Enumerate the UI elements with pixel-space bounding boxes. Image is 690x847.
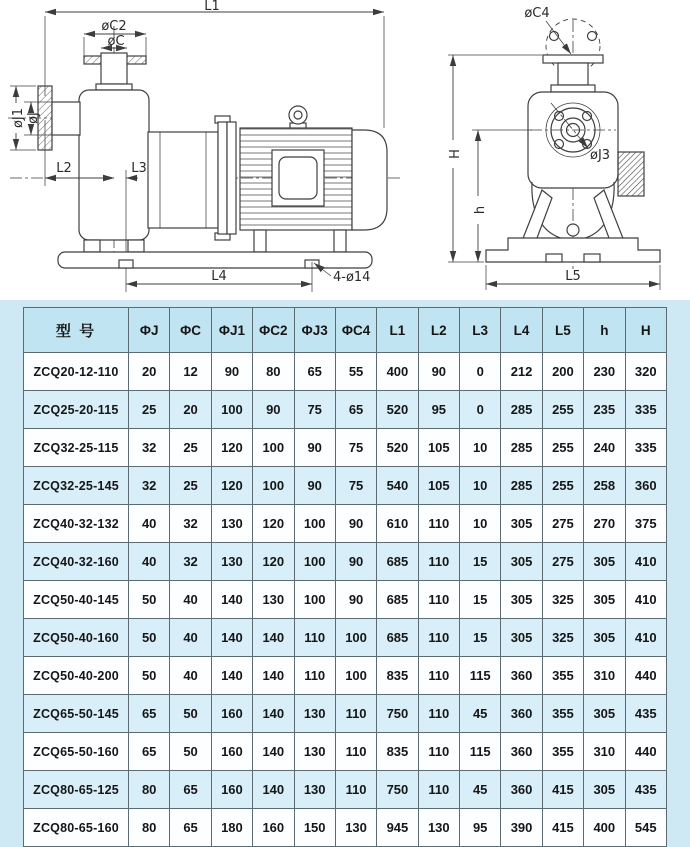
value-cell: 140 (253, 695, 294, 733)
value-cell: 80 (129, 809, 170, 847)
header-cell: L2 (418, 308, 459, 353)
value-cell: 110 (418, 695, 459, 733)
header-cell: H (625, 308, 667, 353)
dim-label-c: øC (107, 34, 125, 49)
value-cell: 100 (335, 619, 376, 657)
value-cell: 360 (501, 771, 542, 809)
value-cell: 45 (460, 771, 501, 809)
value-cell: 375 (625, 505, 667, 543)
table-body (24, 353, 667, 847)
value-cell: 750 (377, 695, 418, 733)
value-cell: 320 (625, 353, 667, 391)
dim-label-l2: L2 (56, 161, 72, 176)
value-cell: 180 (211, 809, 252, 847)
model-cell: ZCQ50-40-200 (24, 657, 129, 695)
dim-label-h-total: H (448, 149, 463, 159)
value-cell: 440 (625, 733, 667, 771)
value-cell: 305 (584, 771, 625, 809)
value-cell: 65 (170, 809, 211, 847)
model-cell: ZCQ20-12-110 (24, 353, 129, 391)
value-cell: 275 (542, 505, 583, 543)
value-cell: 360 (625, 467, 667, 505)
value-cell: 140 (253, 733, 294, 771)
value-cell: 90 (335, 581, 376, 619)
value-cell: 80 (129, 771, 170, 809)
value-cell: 100 (253, 429, 294, 467)
value-cell: 110 (418, 771, 459, 809)
value-cell: 540 (377, 467, 418, 505)
value-cell: 160 (211, 733, 252, 771)
value-cell: 305 (584, 581, 625, 619)
value-cell: 130 (253, 581, 294, 619)
value-cell: 258 (584, 467, 625, 505)
value-cell: 110 (418, 657, 459, 695)
value-cell: 750 (377, 771, 418, 809)
dim-label-c4: øC4 (524, 6, 550, 21)
value-cell: 410 (625, 581, 667, 619)
value-cell: 610 (377, 505, 418, 543)
value-cell: 90 (335, 505, 376, 543)
value-cell: 65 (294, 353, 335, 391)
value-cell: 305 (584, 695, 625, 733)
header-row (24, 308, 667, 353)
value-cell: 440 (625, 657, 667, 695)
value-cell: 200 (542, 353, 583, 391)
value-cell: 355 (542, 695, 583, 733)
value-cell: 945 (377, 809, 418, 847)
value-cell: 115 (460, 657, 501, 695)
model-cell: ZCQ80-65-160 (24, 809, 129, 847)
table-row (24, 429, 667, 467)
value-cell: 255 (542, 391, 583, 429)
value-cell: 130 (211, 505, 252, 543)
value-cell: 75 (335, 429, 376, 467)
value-cell: 40 (170, 619, 211, 657)
value-cell: 50 (129, 657, 170, 695)
value-cell: 25 (170, 467, 211, 505)
value-cell: 110 (335, 733, 376, 771)
value-cell: 160 (211, 695, 252, 733)
value-cell: 105 (418, 429, 459, 467)
value-cell: 360 (501, 733, 542, 771)
value-cell: 100 (253, 467, 294, 505)
header-cell: L3 (460, 308, 501, 353)
table-row (24, 619, 667, 657)
table-header (24, 308, 667, 353)
value-cell: 520 (377, 391, 418, 429)
value-cell: 32 (170, 543, 211, 581)
value-cell: 305 (501, 543, 542, 581)
value-cell: 90 (294, 467, 335, 505)
table-row (24, 353, 667, 391)
value-cell: 25 (170, 429, 211, 467)
value-cell: 120 (253, 505, 294, 543)
value-cell: 75 (335, 467, 376, 505)
value-cell: 55 (335, 353, 376, 391)
value-cell: 25 (129, 391, 170, 429)
value-cell: 105 (418, 467, 459, 505)
value-cell: 435 (625, 771, 667, 809)
dim-label-j3: øJ3 (590, 148, 611, 163)
header-cell-model: 型 号 (24, 308, 129, 353)
value-cell: 140 (211, 619, 252, 657)
header-cell: L1 (377, 308, 418, 353)
value-cell: 415 (542, 771, 583, 809)
value-cell: 305 (501, 581, 542, 619)
value-cell: 50 (170, 733, 211, 771)
header-cell: ΦJ1 (211, 308, 252, 353)
model-cell: ZCQ50-40-160 (24, 619, 129, 657)
value-cell: 15 (460, 581, 501, 619)
dim-label-l1: L1 (204, 0, 220, 14)
value-cell: 335 (625, 429, 667, 467)
value-cell: 240 (584, 429, 625, 467)
model-cell: ZCQ25-20-115 (24, 391, 129, 429)
value-cell: 130 (211, 543, 252, 581)
value-cell: 50 (129, 619, 170, 657)
value-cell: 40 (170, 657, 211, 695)
value-cell: 75 (294, 391, 335, 429)
table-row (24, 467, 667, 505)
value-cell: 355 (542, 657, 583, 695)
value-cell: 50 (170, 695, 211, 733)
value-cell: 90 (253, 391, 294, 429)
model-cell: ZCQ32-25-115 (24, 429, 129, 467)
model-cell: ZCQ50-40-145 (24, 581, 129, 619)
value-cell: 835 (377, 733, 418, 771)
value-cell: 10 (460, 505, 501, 543)
value-cell: 20 (129, 353, 170, 391)
value-cell: 140 (211, 657, 252, 695)
value-cell: 100 (294, 505, 335, 543)
value-cell: 110 (418, 619, 459, 657)
value-cell: 110 (418, 733, 459, 771)
value-cell: 140 (253, 619, 294, 657)
table-row (24, 505, 667, 543)
value-cell: 285 (501, 429, 542, 467)
table-row (24, 771, 667, 809)
model-cell: ZCQ32-25-145 (24, 467, 129, 505)
technical-drawings (0, 0, 690, 300)
value-cell: 685 (377, 543, 418, 581)
value-cell: 310 (584, 657, 625, 695)
value-cell: 360 (501, 695, 542, 733)
value-cell: 305 (584, 619, 625, 657)
header-cell: ΦJ3 (294, 308, 335, 353)
value-cell: 305 (501, 505, 542, 543)
value-cell: 110 (294, 657, 335, 695)
value-cell: 90 (294, 429, 335, 467)
value-cell: 65 (170, 771, 211, 809)
dim-label-l5: L5 (565, 269, 581, 284)
value-cell: 50 (129, 581, 170, 619)
value-cell: 32 (129, 467, 170, 505)
value-cell: 120 (253, 543, 294, 581)
value-cell: 100 (335, 657, 376, 695)
value-cell: 130 (294, 771, 335, 809)
value-cell: 160 (253, 809, 294, 847)
model-cell: ZCQ80-65-125 (24, 771, 129, 809)
table-row (24, 695, 667, 733)
header-cell: h (584, 308, 625, 353)
header-cell: L5 (542, 308, 583, 353)
value-cell: 400 (584, 809, 625, 847)
model-cell: ZCQ65-50-145 (24, 695, 129, 733)
header-cell: ΦC4 (335, 308, 376, 353)
header-cell: ΦC (170, 308, 211, 353)
value-cell: 835 (377, 657, 418, 695)
value-cell: 120 (211, 467, 252, 505)
value-cell: 520 (377, 429, 418, 467)
table-row (24, 581, 667, 619)
value-cell: 325 (542, 619, 583, 657)
value-cell: 40 (129, 505, 170, 543)
table-row (24, 657, 667, 695)
value-cell: 545 (625, 809, 667, 847)
value-cell: 325 (542, 581, 583, 619)
value-cell: 100 (294, 581, 335, 619)
dim-label-l4: L4 (211, 269, 227, 284)
value-cell: 20 (170, 391, 211, 429)
value-cell: 15 (460, 619, 501, 657)
dim-label-h-axis: h (473, 205, 488, 215)
model-cell: ZCQ40-32-160 (24, 543, 129, 581)
value-cell: 90 (211, 353, 252, 391)
value-cell: 95 (418, 391, 459, 429)
value-cell: 410 (625, 543, 667, 581)
value-cell: 100 (294, 543, 335, 581)
value-cell: 235 (584, 391, 625, 429)
value-cell: 685 (377, 581, 418, 619)
value-cell: 285 (501, 467, 542, 505)
value-cell: 140 (211, 581, 252, 619)
value-cell: 115 (460, 733, 501, 771)
pump-end-view-drawing (420, 0, 690, 300)
value-cell: 110 (418, 505, 459, 543)
value-cell: 130 (418, 809, 459, 847)
value-cell: 0 (460, 353, 501, 391)
value-cell: 100 (211, 391, 252, 429)
value-cell: 120 (211, 429, 252, 467)
value-cell: 310 (584, 733, 625, 771)
value-cell: 355 (542, 733, 583, 771)
value-cell: 275 (542, 543, 583, 581)
value-cell: 255 (542, 429, 583, 467)
dimensions-table (23, 307, 667, 847)
value-cell: 80 (253, 353, 294, 391)
value-cell: 130 (294, 733, 335, 771)
dim-label-j1: øJ1 (11, 107, 26, 129)
value-cell: 285 (501, 391, 542, 429)
value-cell: 130 (294, 695, 335, 733)
value-cell: 410 (625, 619, 667, 657)
table-row (24, 391, 667, 429)
value-cell: 15 (460, 543, 501, 581)
model-cell: ZCQ40-32-132 (24, 505, 129, 543)
value-cell: 685 (377, 619, 418, 657)
table-row (24, 733, 667, 771)
value-cell: 90 (335, 543, 376, 581)
value-cell: 40 (129, 543, 170, 581)
value-cell: 415 (542, 809, 583, 847)
value-cell: 65 (129, 733, 170, 771)
value-cell: 110 (335, 771, 376, 809)
table-row (24, 543, 667, 581)
value-cell: 12 (170, 353, 211, 391)
value-cell: 10 (460, 429, 501, 467)
table-panel (0, 300, 690, 847)
value-cell: 270 (584, 505, 625, 543)
header-cell: ΦC2 (253, 308, 294, 353)
value-cell: 32 (170, 505, 211, 543)
header-cell: ΦJ (129, 308, 170, 353)
value-cell: 95 (460, 809, 501, 847)
value-cell: 360 (501, 657, 542, 695)
value-cell: 140 (253, 657, 294, 695)
value-cell: 435 (625, 695, 667, 733)
dim-label-j: øJ (26, 112, 41, 124)
value-cell: 140 (253, 771, 294, 809)
header-cell: L4 (501, 308, 542, 353)
value-cell: 10 (460, 467, 501, 505)
value-cell: 110 (418, 543, 459, 581)
value-cell: 160 (211, 771, 252, 809)
value-cell: 305 (501, 619, 542, 657)
value-cell: 390 (501, 809, 542, 847)
value-cell: 230 (584, 353, 625, 391)
value-cell: 110 (335, 695, 376, 733)
value-cell: 40 (170, 581, 211, 619)
value-cell: 110 (294, 619, 335, 657)
table-row (24, 809, 667, 847)
value-cell: 65 (129, 695, 170, 733)
value-cell: 0 (460, 391, 501, 429)
value-cell: 32 (129, 429, 170, 467)
value-cell: 212 (501, 353, 542, 391)
model-cell: ZCQ65-50-160 (24, 733, 129, 771)
pump-side-view-drawing (0, 0, 420, 300)
value-cell: 335 (625, 391, 667, 429)
value-cell: 150 (294, 809, 335, 847)
dim-label-bolt-holes: 4-ø14 (333, 270, 371, 285)
dim-label-l3: L3 (131, 161, 147, 176)
value-cell: 110 (418, 581, 459, 619)
value-cell: 65 (335, 391, 376, 429)
value-cell: 130 (335, 809, 376, 847)
value-cell: 305 (584, 543, 625, 581)
value-cell: 255 (542, 467, 583, 505)
value-cell: 45 (460, 695, 501, 733)
dim-label-c2: øC2 (101, 19, 127, 34)
value-cell: 400 (377, 353, 418, 391)
value-cell: 90 (418, 353, 459, 391)
